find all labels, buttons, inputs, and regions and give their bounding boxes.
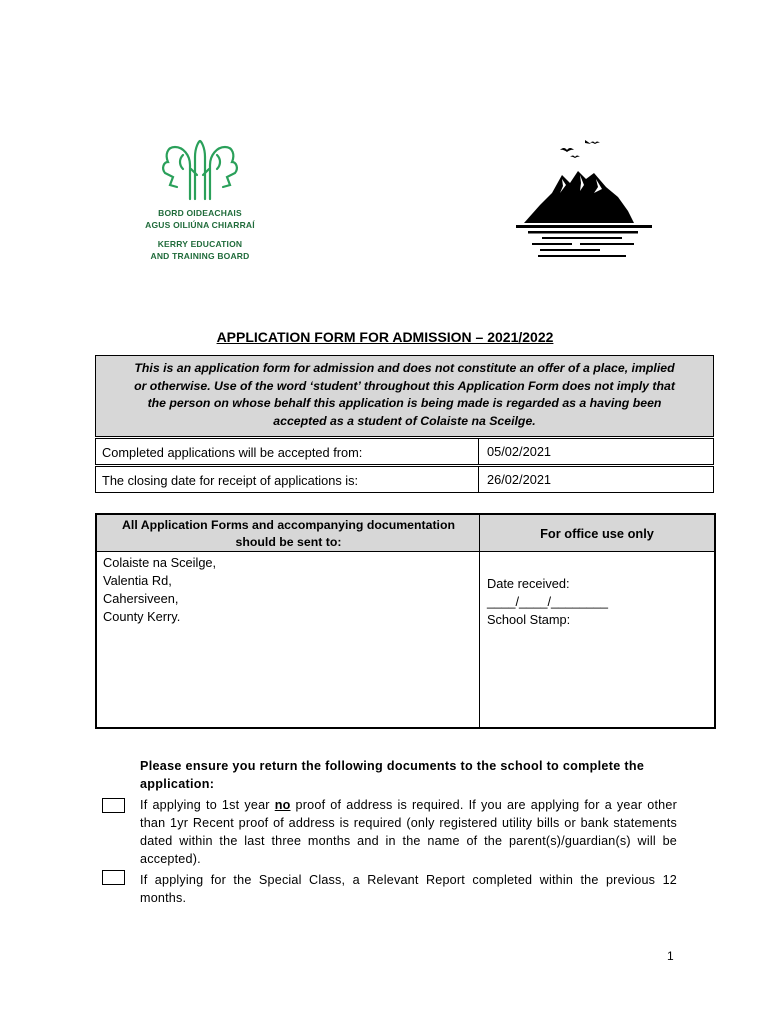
send-to-header-line-1: All Application Forms and accompanying documentation [122, 518, 455, 532]
notice-line-4: accepted as a student of Colaiste na Sceilge. [273, 413, 536, 428]
date-received-blank[interactable]: ____/____/________ [487, 594, 608, 609]
admission-notice [95, 355, 714, 437]
closing-date-label: The closing date for receipt of applications is: [102, 473, 359, 488]
logo-line-2: AGUS OILIÚNA CHIARRAÍ [145, 220, 255, 230]
address-line: Valentia Rd, [103, 573, 172, 588]
table-divider [479, 515, 480, 727]
documents-heading [140, 757, 677, 793]
school-logo [510, 135, 660, 260]
accepted-from-value: 05/02/2021 [487, 444, 552, 459]
logo-line-3: KERRY EDUCATION [157, 239, 243, 249]
office-use-header: For office use only [480, 515, 714, 552]
item1-text-end: proof of address is required. If you are applying for a year other than 1yr Recent proof of address is required (only registered utility bills or bank statements dated within the last three months and in the name of the parent(s)/guardian(s) will be accepted). [140, 798, 677, 866]
item1-text-start: If applying to 1st year [140, 798, 275, 812]
special-class-item: If applying for the Special Class, a Relevant Report completed within the previous 12 months. [140, 873, 677, 905]
address-line: Cahersiveen, [103, 591, 179, 606]
mountain-island-birds-icon [510, 135, 660, 260]
school-address [103, 554, 216, 626]
proof-of-address-checkbox[interactable] [102, 798, 125, 813]
closing-date-row [95, 466, 714, 493]
closing-date-value: 26/02/2021 [487, 472, 552, 487]
address-table [95, 513, 716, 729]
documents-heading-line-1: Please ensure you return the following documents to the school to complete the [140, 759, 645, 773]
send-to-header [97, 515, 480, 552]
page-title: APPLICATION FORM FOR ADMISSION – 2021/2022 [216, 329, 554, 345]
address-line: County Kerry. [103, 609, 181, 624]
office-use-fields [487, 575, 608, 629]
documents-heading-line-2: application: [140, 777, 215, 791]
row-divider [478, 439, 479, 464]
special-class-checkbox[interactable] [102, 870, 125, 885]
page-number: 1 [667, 949, 674, 963]
kerry-etb-logo [135, 135, 260, 265]
logo-line-4: AND TRAINING BOARD [150, 251, 250, 261]
address-line: Colaiste na Sceilge, [103, 555, 217, 570]
date-received-label: Date received: [487, 576, 570, 591]
notice-line-2: or otherwise. Use of the word ‘student’ throughout this Application Form does not imply that [134, 378, 675, 393]
notice-line-3: the person on whose behalf this application is being made is regarded as a having been [147, 396, 662, 410]
send-to-header-line-2: should be sent to: [235, 535, 342, 549]
kerry-etb-tree-icon [135, 135, 265, 203]
accepted-from-label: Completed applications will be accepted from: [102, 445, 363, 460]
logo-line-1: BORD OIDEACHAIS [158, 208, 242, 218]
proof-of-address-item [140, 796, 677, 868]
accepted-from-row [95, 438, 714, 465]
school-stamp-label: School Stamp: [487, 612, 571, 627]
row-divider [478, 467, 479, 492]
notice-line-1: This is an application form for admission and does not constitute an offer of a place, implied [134, 361, 675, 375]
item1-emphasis: no [274, 798, 291, 812]
